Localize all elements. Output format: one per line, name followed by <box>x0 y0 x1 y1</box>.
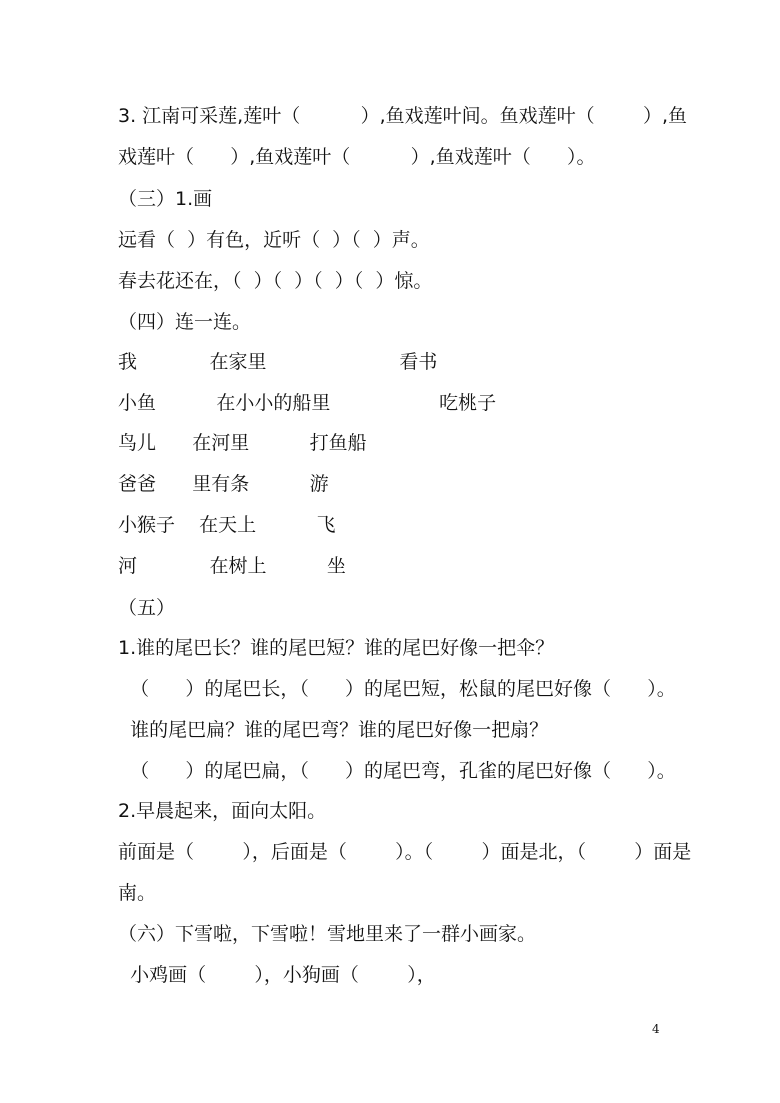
page-number: 4 <box>652 1022 660 1036</box>
text-line: 南。 <box>118 882 157 904</box>
text-line: （ ）的尾巴长，（ ）的尾巴短，松鼠的尾巴好像（ ）。 <box>118 678 676 700</box>
text-line: 2.早晨起来，面向太阳。 <box>118 800 327 822</box>
text-line: 小鸡画（ ），小狗画（ ）， <box>118 964 436 986</box>
text-line: 1.谁的尾巴长？谁的尾巴短？谁的尾巴好像一把伞？ <box>118 637 555 659</box>
match-row: 河 在树上 坐 <box>118 555 346 577</box>
match-row: 小鱼 在小小的船里 吃桃子 <box>118 392 497 414</box>
match-row: 小猴子 在天上 飞 <box>118 514 336 536</box>
section-heading: （五） <box>118 597 176 619</box>
match-row: 我 在家里 看书 <box>118 351 438 373</box>
text-line: 戏莲叶（ ）,鱼戏莲叶（ ）,鱼戏莲叶（ ）。 <box>118 146 596 168</box>
section-heading: （四）连一连。 <box>118 311 252 333</box>
text-line: 远看（ ）有色，近听（ ）（ ）声。 <box>118 229 430 251</box>
match-row: 爸爸 里有条 游 <box>118 473 329 495</box>
match-row: 鸟儿 在河里 打鱼船 <box>118 432 367 454</box>
text-line: 3. 江南可采莲,莲叶（ ）,鱼戏莲叶间。鱼戏莲叶（ ）,鱼 <box>118 105 687 127</box>
section-heading: （六）下雪啦，下雪啦！雪地里来了一群小画家。 <box>118 923 537 945</box>
text-line: 谁的尾巴扁？谁的尾巴弯？谁的尾巴好像一把扇？ <box>118 719 549 741</box>
text-line: 前面是（ ），后面是（ ）。（ ）面是北，（ ）面是 <box>118 841 692 863</box>
text-line: （ ）的尾巴扁，（ ）的尾巴弯，孔雀的尾巴好像（ ）。 <box>118 760 676 782</box>
section-heading: （三）1.画 <box>118 188 213 210</box>
text-line: 春去花还在，（ ）（ ）（ ）（ ）惊。 <box>118 270 433 292</box>
